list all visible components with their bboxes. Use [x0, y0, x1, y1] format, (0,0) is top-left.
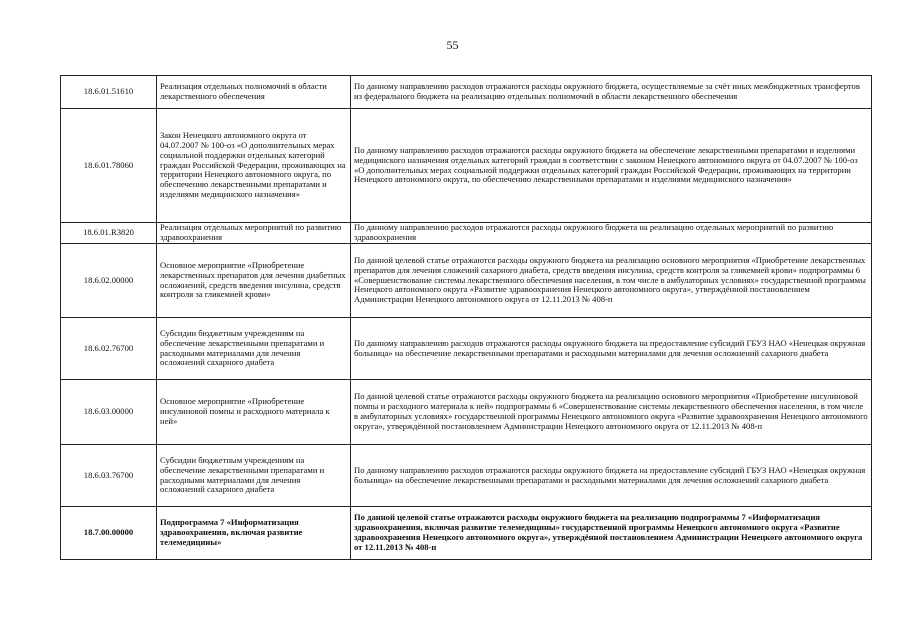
- target-code: 18.6.01.51610: [61, 76, 157, 109]
- target-name: Подпрограмма 7 «Информатизация здравоохранения, включая развитие телемедицины»: [157, 507, 351, 560]
- table-row: [61, 244, 872, 318]
- target-code: 18.6.02.76700: [61, 318, 157, 380]
- target-description: По данному направлению расходов отражаются расходы окружного бюджета, осуществляемые за счёт иных межбюджетных трансфертов из федерального бюджета на реализацию отдельных полномочий в области лекарственного обеспечения: [351, 76, 872, 109]
- target-name: Основное мероприятие «Приобретение инсулиновой помпы и расходного материала к ней»: [157, 380, 351, 445]
- table-row: [61, 445, 872, 507]
- table-row: [61, 109, 872, 223]
- table-row-subprogram: [61, 507, 872, 560]
- target-description: По данной целевой статье отражаются расходы окружного бюджета на реализацию основного мероприятия «Приобретение лекарственных препаратов для лечения сложений сахарного диабета, средств введения инсулина, средств контроля за гликемией крови» подпрограммы 6 «Совершенствование системы лекарственного обеспечения населения, в том числе в амбулаторных условиях» государственной программы Ненецкого автономного округа «Развитие здравоохранения Ненецкого автономного округа», утверждённой постановлением Администрации Ненецкого автономного округа от 12.11.2013 № 408-п: [351, 244, 872, 318]
- budget-classification-table: [60, 75, 872, 560]
- target-description: По данному направлению расходов отражаются расходы окружного бюджета на предоставление субсидий ГБУЗ НАО «Ненецкая окружная больница» на обеспечение лекарственными препаратами и расходными материалами для лечения осложнений сахарного диабета: [351, 318, 872, 380]
- target-code: 18.7.00.00000: [61, 507, 157, 560]
- target-code: 18.6.03.76700: [61, 445, 157, 507]
- target-code: 18.6.01.R3820: [61, 223, 157, 244]
- target-description: По данному направлению расходов отражаются расходы окружного бюджета на обеспечение лекарственными препаратами и изделиями медицинского назначения отдельных категорий граждан в соответствии с законом Ненецкого автономного округа от 04.07.2007 № 100-оз «О дополнительных мерах социальной поддержки отдельных категорий граждан Российской Федерации, проживающих на территории Ненецкого автономного округа, по обеспечению лекарственными препаратами и изделиями медицинского назначения»: [351, 109, 872, 223]
- target-description: По данной целевой статье отражаются расходы окружного бюджета на реализацию подпрограммы 7 «Информатизация здравоохранения, включая развитие телемедицины» государственной программы Ненецкого автономного округа «Развитие здравоохранения Ненецкого автономного округа», утверждённой постановлением Администрации Ненецкого автономного округа от 12.11.2013 № 408-п: [351, 507, 872, 560]
- table-row: [61, 223, 872, 244]
- target-code: 18.6.02.00000: [61, 244, 157, 318]
- table-row: [61, 380, 872, 445]
- target-name: Основное мероприятие «Приобретение лекарственных препаратов для лечения диабетных осложнений, средств введения инсулина, средств контроля за гликемией крови»: [157, 244, 351, 318]
- target-description: По данному направлению расходов отражаются расходы окружного бюджета на предоставление субсидий ГБУЗ НАО «Ненецкая окружная больница» на обеспечение лекарственными препаратами и расходными материалами для лечения осложнений сахарного диабета: [351, 445, 872, 507]
- target-code: 18.6.01.78060: [61, 109, 157, 223]
- target-name: Реализация отдельных полномочий в области лекарственного обеспечения: [157, 76, 351, 109]
- target-name: Реализация отдельных мероприятий по развитию здравоохранения: [157, 223, 351, 244]
- table-row: [61, 76, 872, 109]
- target-description: По данному направлению расходов отражаются расходы окружного бюджета на реализацию отдельных мероприятий по развитию здравоохранения: [351, 223, 872, 244]
- table-row: [61, 318, 872, 380]
- page-number: 55: [446, 38, 459, 52]
- target-code: 18.6.03.00000: [61, 380, 157, 445]
- target-name: Субсидии бюджетным учреждениям на обеспечение лекарственными препаратами и расходными материалами для лечения осложнений сахарного диабета: [157, 318, 351, 380]
- target-name: Субсидии бюджетным учреждениям на обеспечение лекарственными препаратами и расходными материалами для лечения осложнений сахарного диабета: [157, 445, 351, 507]
- target-description: По данной целевой статье отражаются расходы окружного бюджета на реализацию основного мероприятия «Приобретение инсулиновой помпы и расходного материала к ней» подпрограммы 6 «Совершенствование системы лекарственного обеспечения населения, в том числе в амбулаторных условиях» государственной программы Ненецкого автономного округа «Развитие здравоохранения Ненецкого автономного округа», утверждённой постановлением Администрации Ненецкого автономного округа от 12.11.2013 № 408-п: [351, 380, 872, 445]
- target-name: Закон Ненецкого автономного округа от 04.07.2007 № 100-оз «О дополнительных мерах социальной поддержки отдельных категорий граждан Российской Федерации, проживающих на территории Ненецкого автономного округа, по обеспечению лекарственными препаратами и изделиями медицинского назначения»: [157, 109, 351, 223]
